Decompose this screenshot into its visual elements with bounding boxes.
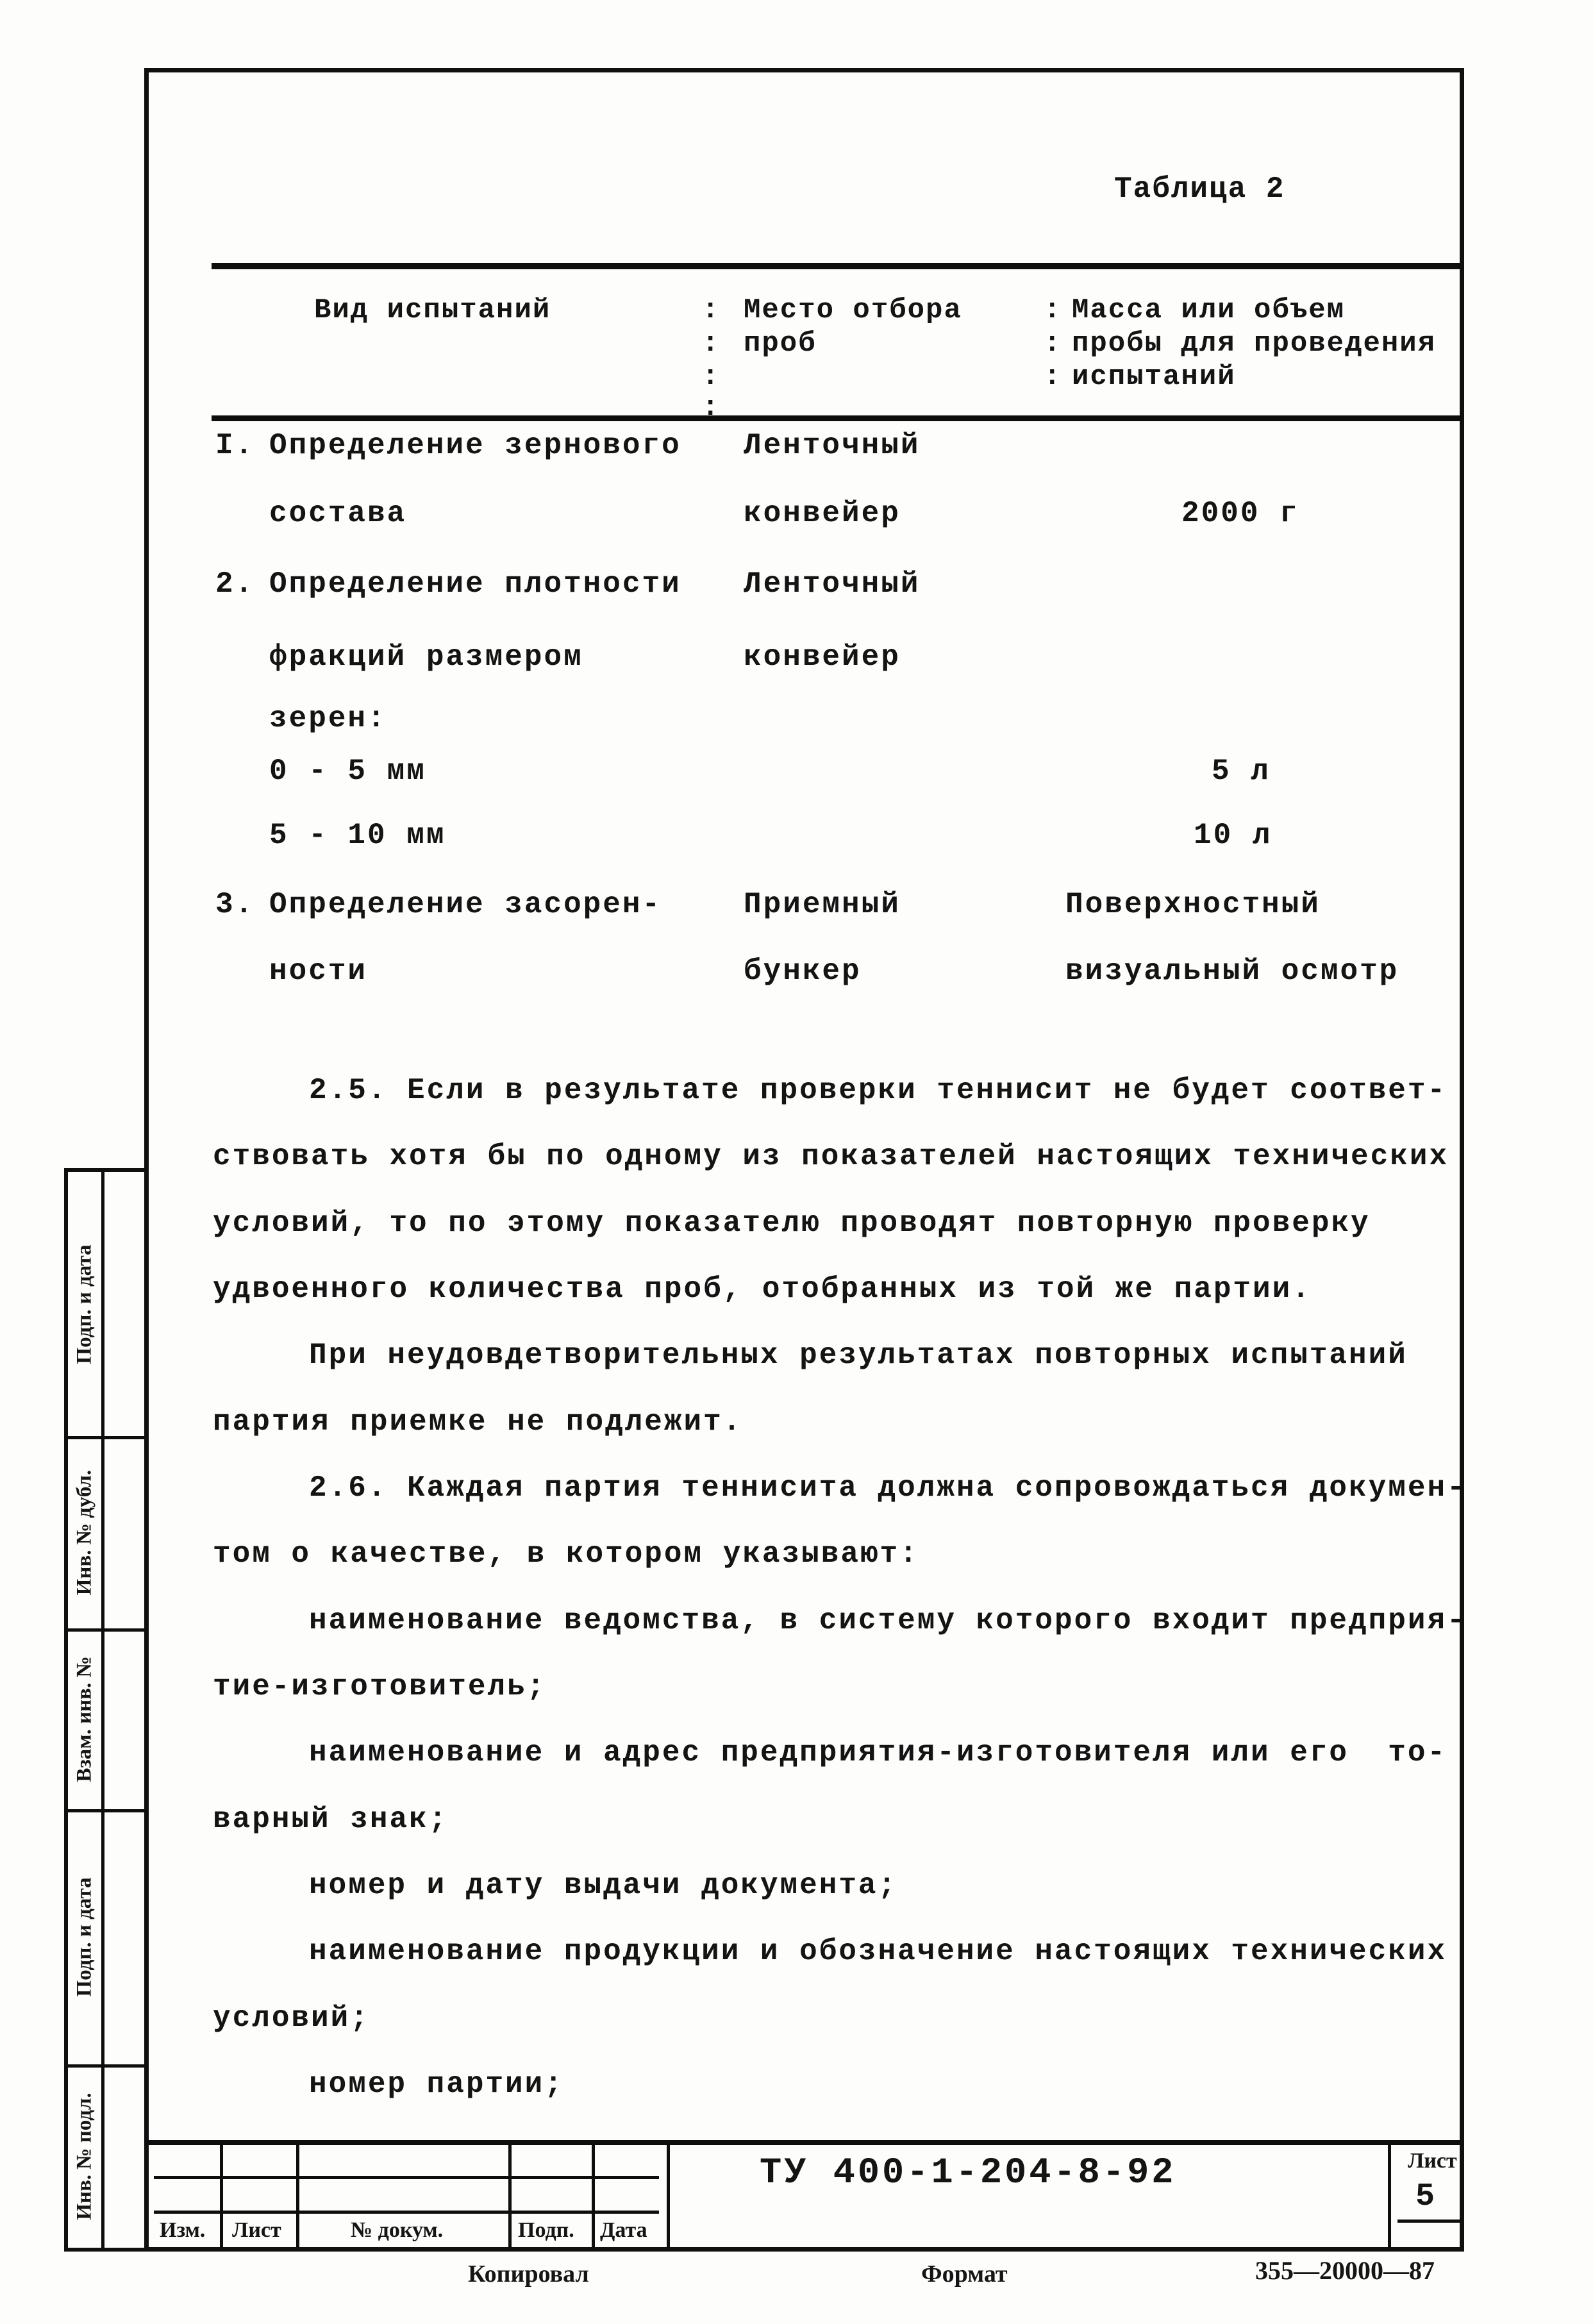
titleblock-col-dokum: № докум. [351,2218,444,2242]
table-header-col2: проб [744,328,817,360]
table-cell: Определение засорен- [269,888,662,921]
table-cell: зерен: [269,702,387,735]
paragraph-line: 2.6. Каждая партия теннисита должна сопровождаться докумен- [309,1471,1467,1505]
header-separator-colon: : [702,361,721,393]
table-cell: Определение плотности [269,567,681,601]
titleblock-divider [667,2145,670,2249]
titleblock-col-podp: Подп. [518,2218,574,2242]
table-cell: 10 л [1194,819,1272,852]
paragraph-line: том о качестве, в котором указывают: [213,1537,919,1571]
margin-stamp-column [64,1168,148,2252]
table-cell: Приемный [744,888,901,921]
table-header-col3: Масса или объем [1072,294,1346,326]
header-separator-colon: : [1044,328,1062,360]
table-cell: Поверхностный [1065,888,1321,921]
table-cell: Ленточный [744,429,921,462]
stamp-label: Подп. и дата [72,1877,96,1997]
paragraph-line: 2.5. Если в результате проверки теннисит не будет соответ- [309,1074,1447,1107]
paragraph-line: ствовать хотя бы по одному из показателей настоящих технических [213,1140,1449,1173]
table-caption: Таблица 2 [1114,172,1285,206]
table-row-number: I. [215,429,255,462]
stamp-label: Инв. № дубл. [72,1469,96,1595]
table-cell: конвейер [744,497,901,530]
paragraph-line: наименование ведомства, в систему которого входит предприя- [309,1604,1467,1637]
table-header-rule [212,415,1462,421]
table-cell: Определение зернового [269,429,681,462]
titleblock-col-data: Дата [600,2218,647,2242]
table-row-number: 2. [215,567,255,601]
titleblock-divider [1388,2145,1391,2249]
document-number: ТУ 400-1-204-8-92 [760,2153,1176,2194]
paragraph-line: наименование и адрес предприятия-изготовителя или его то- [309,1736,1447,1769]
sheet-label: Лист [1408,2149,1457,2173]
form-code: 355—20000—87 [1255,2256,1435,2285]
table-cell: 2000 г [1181,497,1299,530]
table-cell: визуальный осмотр [1065,955,1399,988]
paragraph-line: партия приемке не подлежит. [213,1405,743,1439]
table-header-col1: Вид испытаний [314,294,551,326]
paragraph-line: варный знак; [213,1803,449,1836]
table-cell: конвейер [744,640,901,674]
header-separator-colon: : [1044,361,1062,393]
stamp-label: Подп. и дата [72,1244,96,1364]
table-cell: 0 - 5 мм [269,755,426,788]
paragraph-line: номер и дату выдачи документа; [309,1869,898,1902]
header-separator-colon: : [702,294,721,326]
header-separator-colon: : [702,328,721,360]
sheet-number: 5 [1415,2178,1437,2215]
paragraph-line: удвоенного количества проб, отобранных из той же партии. [213,1273,1312,1306]
table-header-col3: испытаний [1072,361,1236,393]
header-separator-colon: : [702,392,721,424]
table-cell: фракций размером [269,640,583,674]
paragraph-line: наименование продукции и обозначение настоящих технических [309,1935,1447,1968]
table-cell: 5 л [1212,755,1271,788]
stamp-box-inv-no-dubl [68,1436,101,1628]
table-header-col3: пробы для проведения [1072,328,1437,360]
titleblock-col-list: Лист [232,2218,281,2242]
paragraph-line: условий; [213,2002,370,2035]
titleblock-divider [592,2145,595,2249]
stamp-box-podp-i-data-1 [68,1172,101,1436]
copied-by-label: Копировал [468,2261,589,2287]
stamp-box-vzam-inv-no [68,1628,101,1809]
sheet-number-underline [1397,2220,1462,2223]
titleblock-row-line [154,2176,659,2179]
paragraph-line: условий, то по этому показателю проводят повторную проверку [213,1207,1371,1240]
table-cell: ности [269,955,368,988]
paragraph-line: номер партии; [309,2068,564,2101]
stamp-column-divider [101,1172,104,2248]
table-cell: 5 - 10 мм [269,819,446,852]
stamp-label: Взам. инв. № [72,1655,96,1782]
titleblock-row-line [154,2211,659,2214]
header-separator-colon: : [1044,294,1062,326]
titleblock-divider [296,2145,299,2249]
paragraph-line: тие-изготовитель; [213,1670,547,1703]
table-row-number: 3. [215,888,255,921]
table-cell: Ленточный [744,567,921,601]
format-label: Формат [921,2261,1008,2287]
table-cell: бункер [744,955,862,988]
titleblock-divider [508,2145,512,2249]
table-top-rule [212,263,1460,269]
titleblock-top-rule [144,2140,1464,2145]
table-header-col2: Место отбора [744,294,962,326]
stamp-box-inv-no-podl [68,2064,101,2248]
titleblock-divider [220,2145,223,2249]
paragraph-line: При неудовдетворительных результатах повторных испытаний [309,1339,1408,1372]
titleblock-col-izm: Изм. [160,2218,206,2242]
stamp-box-podp-i-data-2 [68,1809,101,2064]
stamp-label: Инв. № подл. [72,2092,96,2220]
table-cell: состава [269,497,407,530]
